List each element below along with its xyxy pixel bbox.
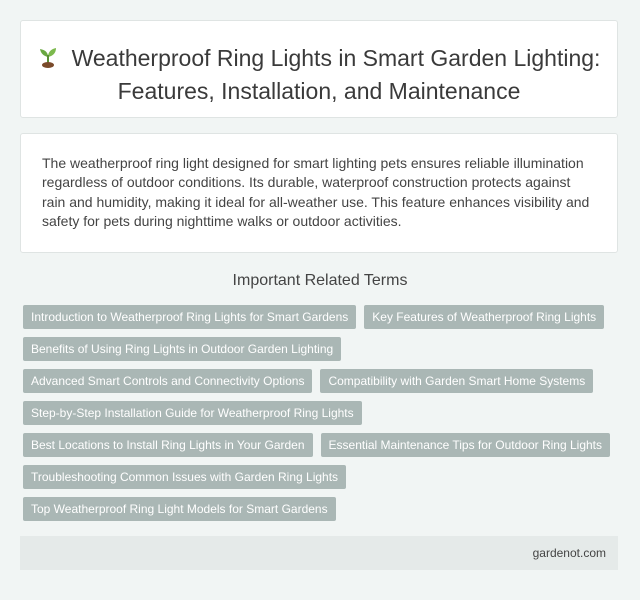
description-text: The weatherproof ring light designed for smart lighting pets ensures reliable illumination regardless of outdoor conditions. Its durable, waterproof construction protects against rain and humidity, making it ideal for all-weather use. This feature enhances visibility and safety for pets during nighttime walks or outdoor activities.: [42, 155, 590, 229]
related-terms-heading: Important Related Terms: [232, 272, 408, 289]
sprout-icon: [38, 45, 58, 76]
related-term-tag[interactable]: Essential Maintenance Tips for Outdoor Ring Lights: [321, 433, 610, 457]
tag-row: [23, 369, 623, 393]
footer-site-link[interactable]: gardenot.com: [532, 546, 606, 560]
description-card: [20, 133, 618, 253]
related-term-tag[interactable]: Compatibility with Garden Smart Home Systems: [320, 369, 593, 393]
tag-row: [23, 337, 623, 361]
title-card: [20, 20, 618, 118]
related-term-tag[interactable]: Top Weatherproof Ring Light Models for Smart Gardens: [23, 497, 336, 521]
related-term-tag[interactable]: Advanced Smart Controls and Connectivity Options: [23, 369, 312, 393]
tag-row: [23, 305, 623, 329]
related-term-tag[interactable]: Introduction to Weatherproof Ring Lights for Smart Gardens: [23, 305, 356, 329]
tag-row: [23, 497, 623, 521]
tag-row: [23, 433, 623, 457]
related-term-tag[interactable]: Benefits of Using Ring Lights in Outdoor Garden Lighting: [23, 337, 341, 361]
related-terms-list: [23, 305, 623, 529]
related-term-tag[interactable]: Best Locations to Install Ring Lights in Your Garden: [23, 433, 313, 457]
related-term-tag[interactable]: Key Features of Weatherproof Ring Lights: [364, 305, 604, 329]
tag-row: [23, 401, 623, 425]
related-term-tag[interactable]: Step-by-Step Installation Guide for Weatherproof Ring Lights: [23, 401, 362, 425]
related-term-tag[interactable]: Troubleshooting Common Issues with Garden Ring Lights: [23, 465, 346, 489]
tag-row: [23, 465, 623, 489]
footer: [20, 536, 618, 570]
page-title: [21, 43, 617, 106]
page-title-text: Weatherproof Ring Lights in Smart Garden Lighting: Features, Installation, and Maintenance: [71, 45, 601, 104]
